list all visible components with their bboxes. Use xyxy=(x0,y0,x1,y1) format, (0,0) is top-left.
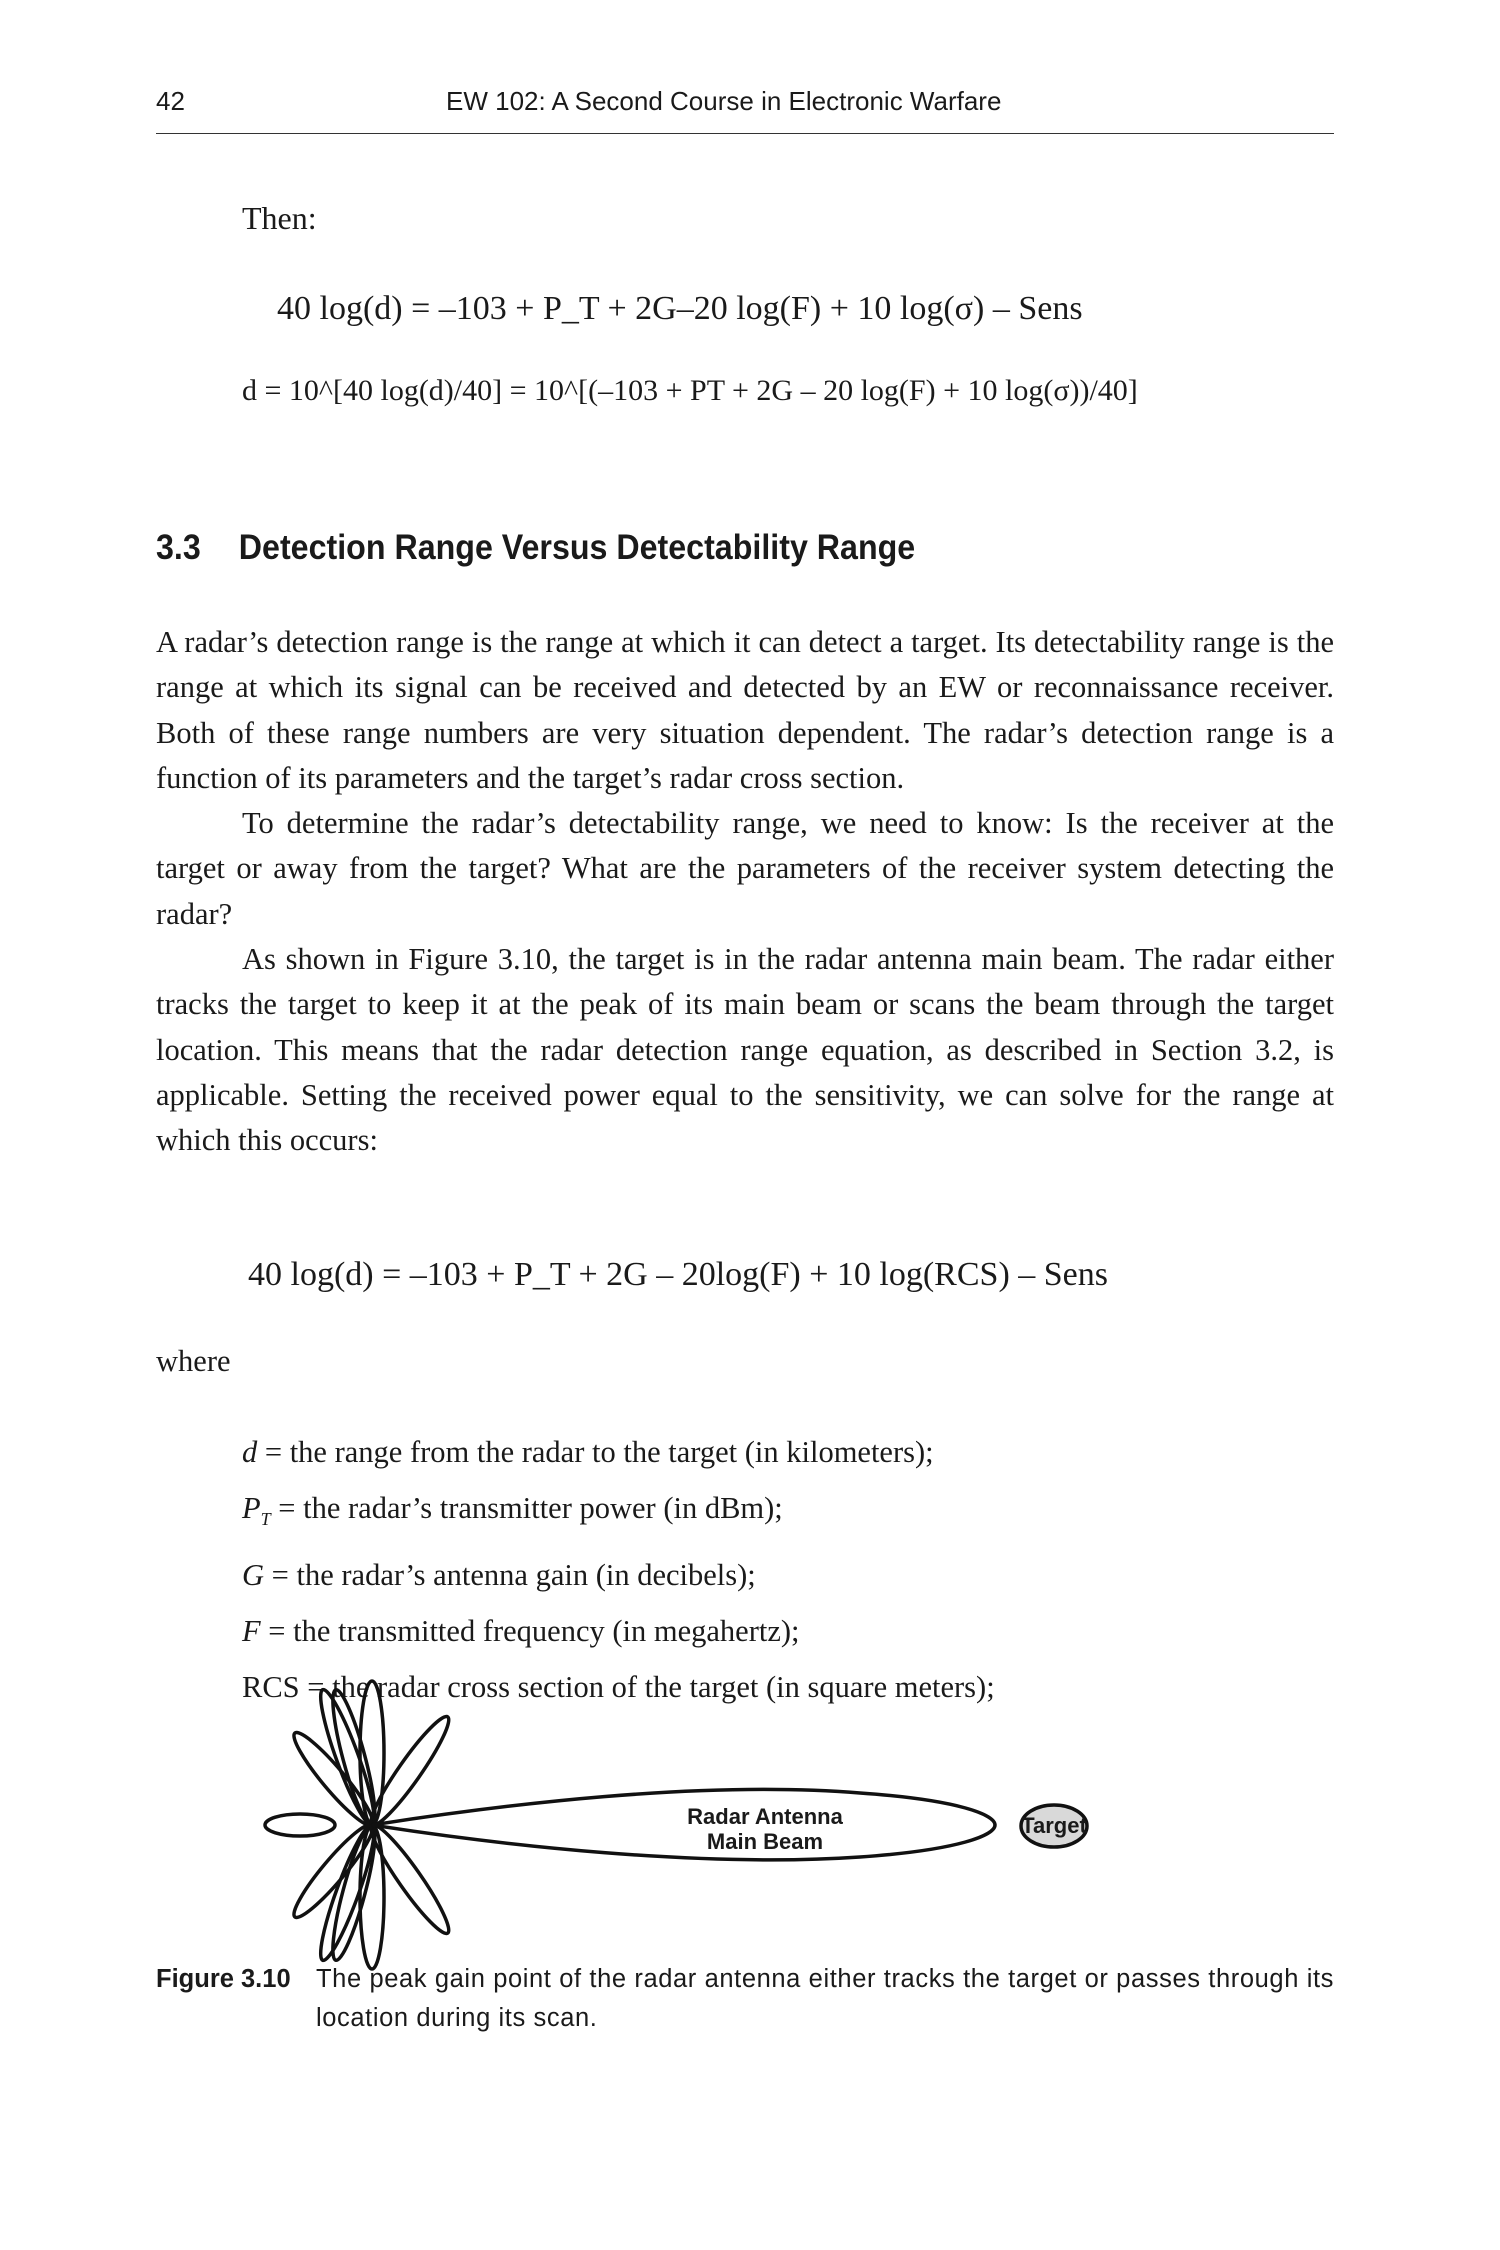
figure-caption xyxy=(156,1960,1334,2038)
caption-label: Figure 3.10 xyxy=(156,1965,291,1993)
page-number: 42 xyxy=(156,86,185,116)
symbol: RCS xyxy=(242,1670,300,1705)
caption-text: The peak gain point of the radar antenna either tracks the target or passes through its location during its scan. xyxy=(316,1965,1334,2032)
equation-1: 40 log(d) = –103 + P_T + 2G–20 log(F) + 10 log(σ) – Sens xyxy=(277,290,1083,327)
intro-text: Then: xyxy=(242,200,317,236)
definition-text: = the transmitted frequency (in megahertz); xyxy=(260,1614,800,1649)
paragraph: A radar’s detection range is the range at which it can detect a target. Its detectability range is the range at which its signal can be received and detected by an EW or reconnaissance receiver. Both of these range numbers are very situation dependent. The radar’s detection range is a function of its parameters and the target’s radar cross section. xyxy=(156,625,1334,795)
beam-label-line-1: Radar Antenna xyxy=(687,1804,843,1829)
symbol-subscript: T xyxy=(260,1509,271,1530)
equation-2: d = 10^[40 log(d)/40] = 10^[(–103 + PT + 2G – 20 log(F) + 10 log(σ))/40] xyxy=(242,374,1138,407)
running-title: EW 102: A Second Course in Electronic Warfare xyxy=(446,86,1002,116)
paragraph: As shown in Figure 3.10, the target is in the radar antenna main beam. The radar either tracks the target to keep it at the peak of its main beam or scans the beam through the target location. This means that the radar detection range equation, as described in Section 3.2, is applicable. Setting the received power equal to the sensitivity, we can solve for the range at which this occurs: xyxy=(156,942,1334,1158)
beam-label-line-2: Main Beam xyxy=(706,1829,824,1854)
symbol: P xyxy=(242,1491,261,1525)
definition-text: = the radar cross section of the target (in square meters); xyxy=(299,1670,995,1705)
antenna-sidelobes-icon xyxy=(265,1681,457,1969)
definition-text: = the range from the radar to the target (in kilometers); xyxy=(257,1435,934,1469)
symbol: F xyxy=(242,1614,261,1649)
equation-3: 40 log(d) = –103 + P_T + 2G – 20log(F) + 10 log(RCS) – Sens xyxy=(248,1256,1108,1293)
definition-text: = the radar’s transmitter power (in dBm); xyxy=(270,1491,783,1525)
symbol: G xyxy=(242,1558,265,1593)
definition-text: = the radar’s antenna gain (in decibels); xyxy=(264,1558,756,1593)
target-label: Target xyxy=(1021,1813,1087,1838)
symbol: d xyxy=(242,1435,258,1469)
where-label: where xyxy=(156,1344,231,1378)
paragraph: To determine the radar’s detectability range, we need to know: Is the receiver at the target or away from the target? What are the parameters of the receiver system detecting the radar? xyxy=(156,806,1334,931)
section-title: Detection Range Versus Detectability Range xyxy=(238,528,916,567)
beam-label xyxy=(680,1804,850,1854)
section-number: 3.3 xyxy=(156,528,201,567)
